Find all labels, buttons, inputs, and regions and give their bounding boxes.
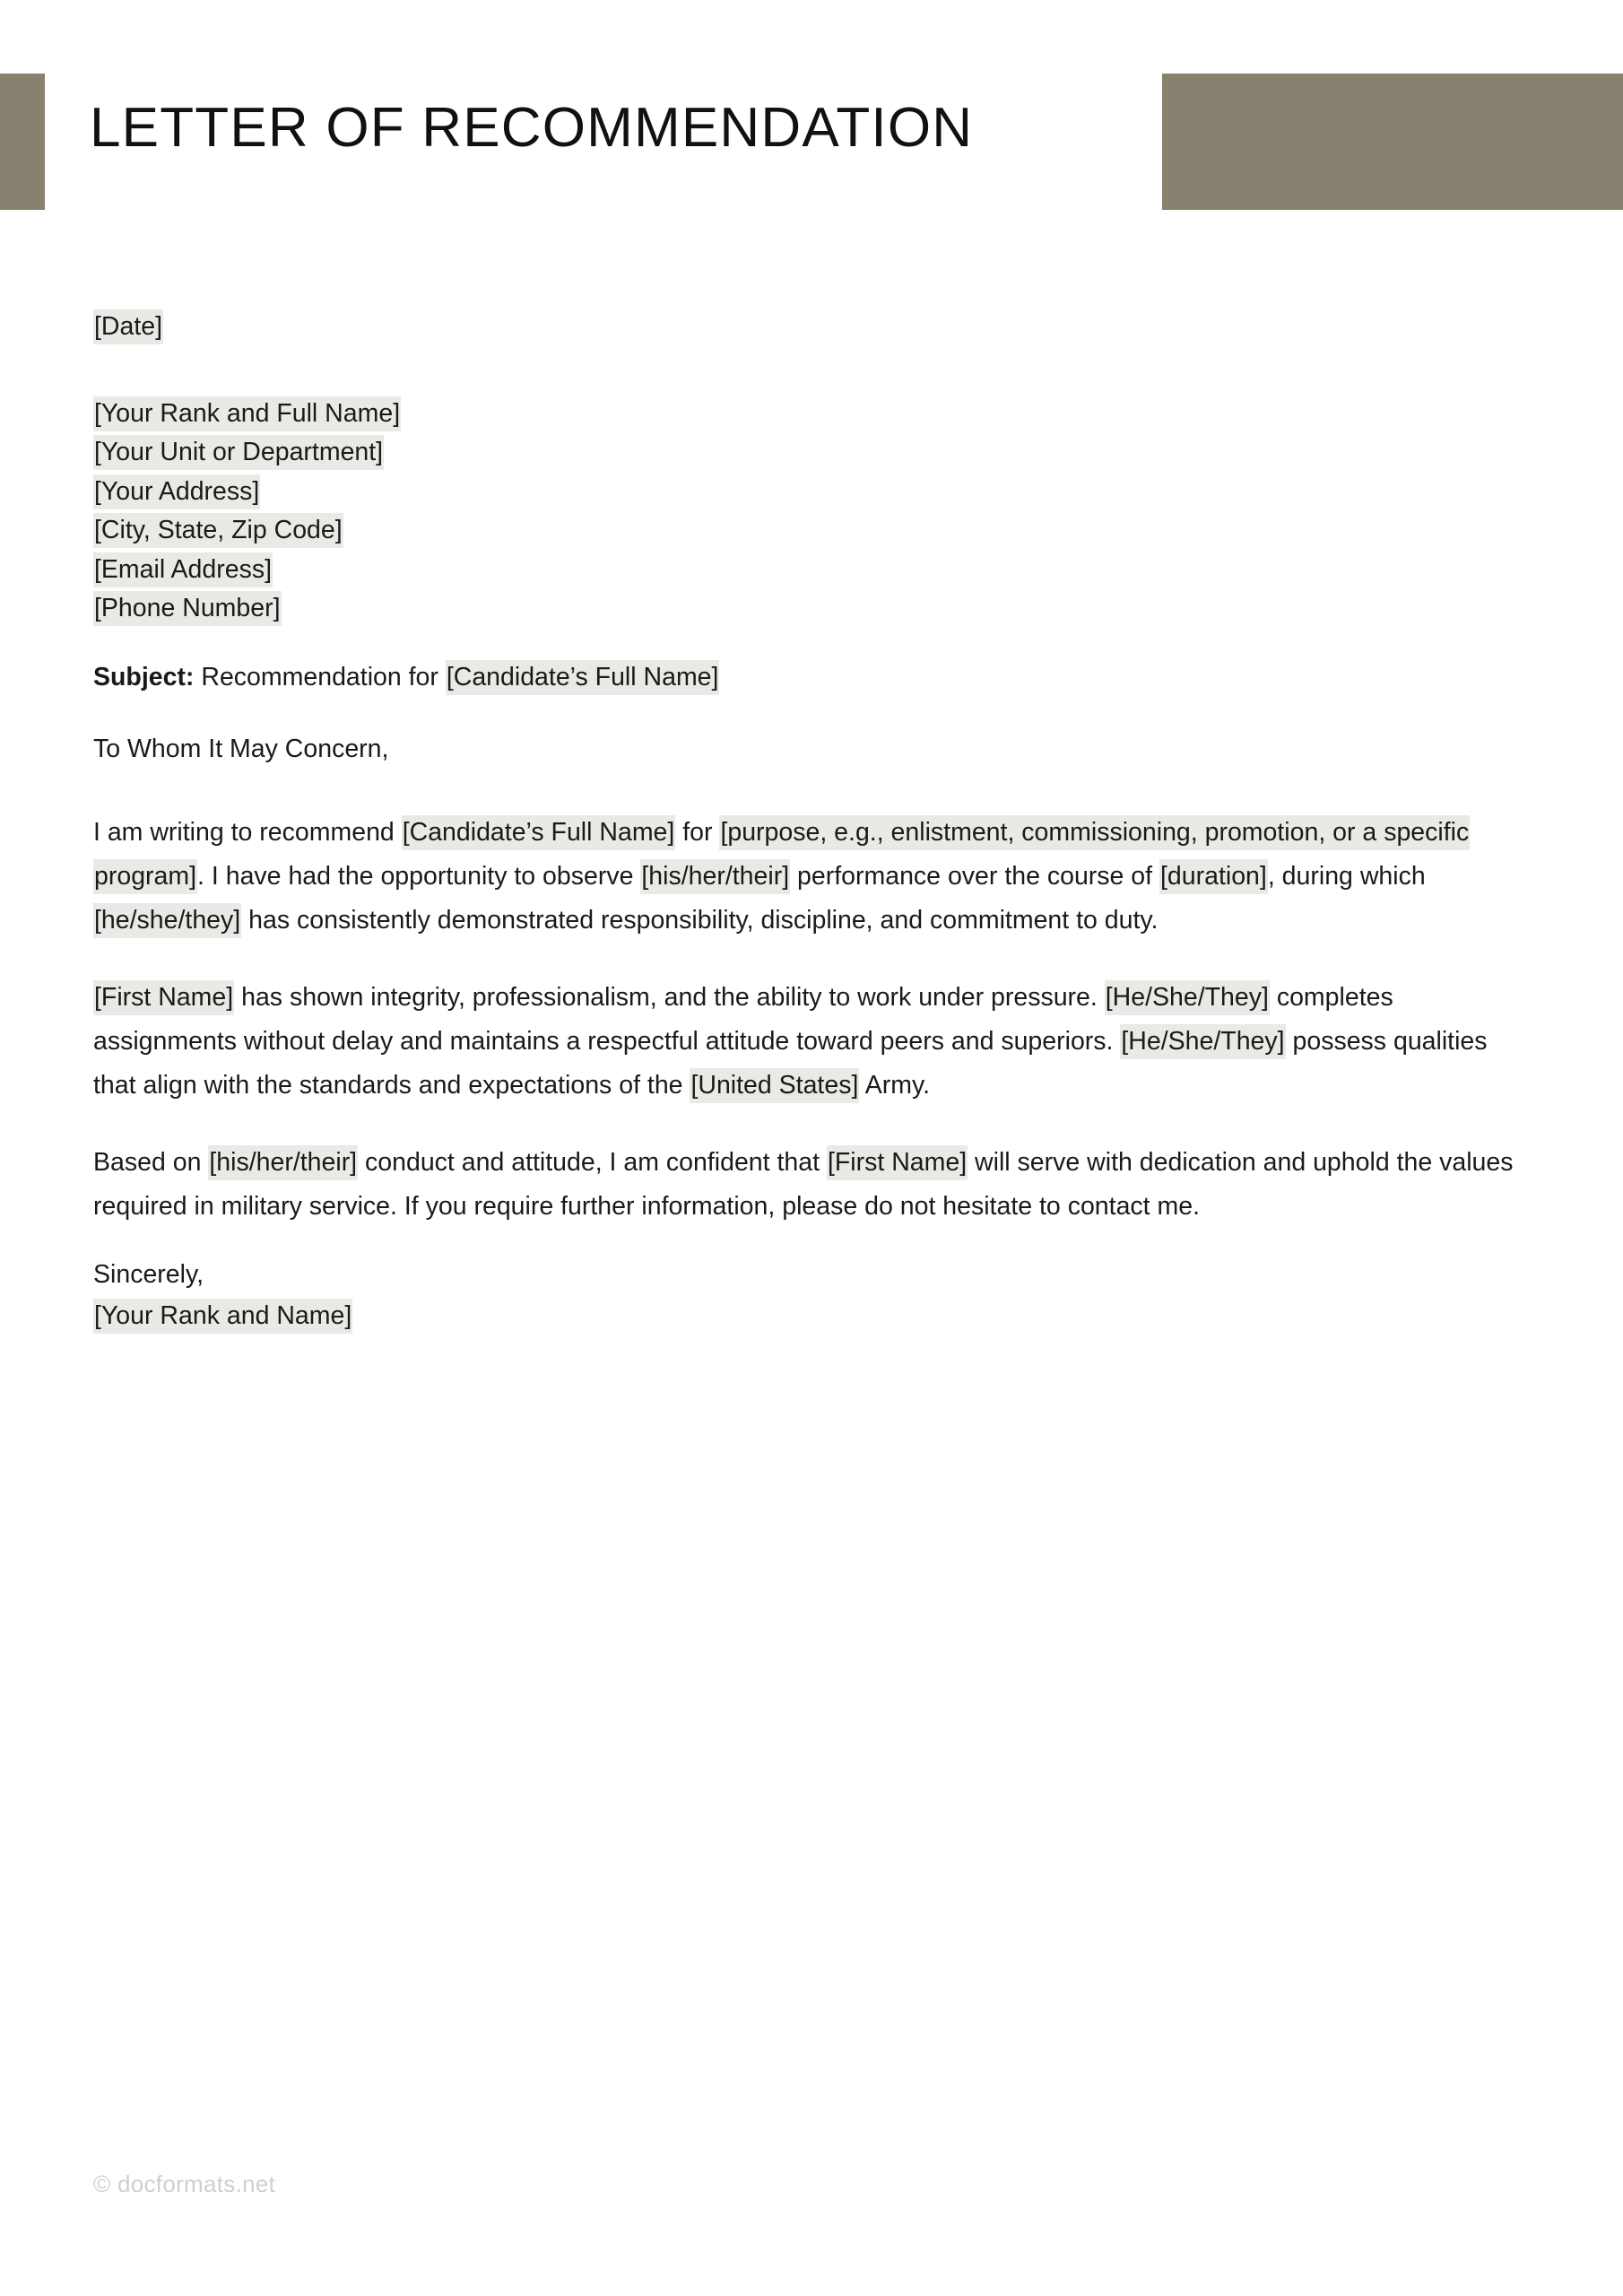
subject-label: Subject: — [93, 662, 195, 691]
p1-candidate-placeholder: [Candidate’s Full Name] — [402, 815, 676, 850]
subject-line — [93, 662, 1533, 691]
p2-seg3: possess qualities that align with the standards and expectations of the — [93, 1026, 1488, 1100]
p3-pronoun-placeholder: [his/her/their] — [208, 1145, 358, 1180]
paragraph-1 — [93, 811, 1533, 943]
p1-seg4: performance over the course of — [790, 861, 1159, 891]
letter-body — [93, 314, 1533, 1329]
sender-line-phone — [93, 596, 1533, 622]
p1-seg3: . I have had the opportunity to observe — [197, 861, 641, 891]
paragraph-2 — [93, 976, 1533, 1108]
footer-watermark: © docformats.net — [93, 2170, 276, 2197]
p2-pronoun-placeholder-1: [He/She/They] — [1105, 980, 1270, 1015]
p3-seg3: will serve with dedication and uphold the values required in military service. If you require further information, please do not hesitate to contact me. — [93, 1147, 1514, 1221]
p2-pronoun-placeholder-2: [He/She/They] — [1120, 1024, 1285, 1059]
signature-placeholder: [Your Rank and Name] — [93, 1299, 352, 1334]
p2-seg1: has shown integrity, professionalism, and the ability to work under pressure. — [234, 982, 1105, 1012]
p2-country-placeholder: [United States] — [690, 1068, 859, 1103]
accent-block-left — [0, 74, 45, 210]
page-title: LETTER OF RECOMMENDATION — [90, 97, 974, 159]
subject-candidate-placeholder: [Candidate’s Full Name] — [446, 660, 720, 695]
sender-city-state-zip-placeholder: [City, State, Zip Code] — [93, 513, 343, 548]
p1-seg2: for — [675, 817, 720, 847]
sender-address-placeholder: [Your Address] — [93, 474, 260, 509]
date-placeholder: [Date] — [93, 309, 163, 344]
closing-salutation: Sincerely, — [93, 1259, 204, 1289]
p3-seg1: Based on — [93, 1147, 209, 1177]
p1-seg5: , during which — [1267, 861, 1426, 891]
salutation-line: To Whom It May Concern, — [93, 735, 389, 763]
closing-block — [93, 1259, 1533, 1331]
p2-seg2: completes assignments without delay and maintains a respectful attitude toward peers and superiors. — [93, 982, 1393, 1056]
p2-first-name-placeholder: [First Name] — [93, 980, 234, 1015]
sender-email-placeholder: [Email Address] — [93, 552, 273, 587]
document-header — [0, 0, 1623, 224]
sender-line-rank-name — [93, 398, 1533, 428]
sender-rank-name-placeholder: [Your Rank and Full Name] — [93, 396, 401, 431]
sender-line-email — [93, 554, 1533, 584]
p1-pronoun-possessive-placeholder: [his/her/their] — [640, 859, 790, 894]
p3-seg2: conduct and attitude, I am confident that — [358, 1147, 827, 1177]
sender-address-block — [93, 398, 1533, 622]
sender-line-city-state-zip — [93, 517, 1533, 544]
accent-block-right — [1162, 74, 1623, 210]
sender-line-unit — [93, 439, 1533, 465]
paragraph-3 — [93, 1141, 1533, 1229]
p1-duration-placeholder: [duration] — [1159, 859, 1268, 894]
p2-seg4: Army. — [859, 1070, 931, 1100]
p1-purpose-placeholder: [purpose, e.g., enlistment, commissioning, promotion, or a specific program] — [93, 815, 1470, 894]
sender-line-address — [93, 476, 1533, 506]
subject-body-text: Recommendation for — [201, 662, 438, 691]
p1-seg1: I am writing to recommend — [93, 817, 402, 847]
p3-first-name-placeholder: [First Name] — [827, 1145, 968, 1180]
date-line — [93, 314, 1533, 340]
p1-seg6: has consistently demonstrated responsibility, discipline, and commitment to duty. — [241, 905, 1159, 935]
sender-phone-placeholder: [Phone Number] — [93, 591, 282, 626]
signature-line — [93, 1303, 1533, 1329]
sender-unit-placeholder: [Your Unit or Department] — [93, 435, 384, 470]
p1-pronoun-subject-placeholder: [he/she/they] — [93, 903, 241, 938]
